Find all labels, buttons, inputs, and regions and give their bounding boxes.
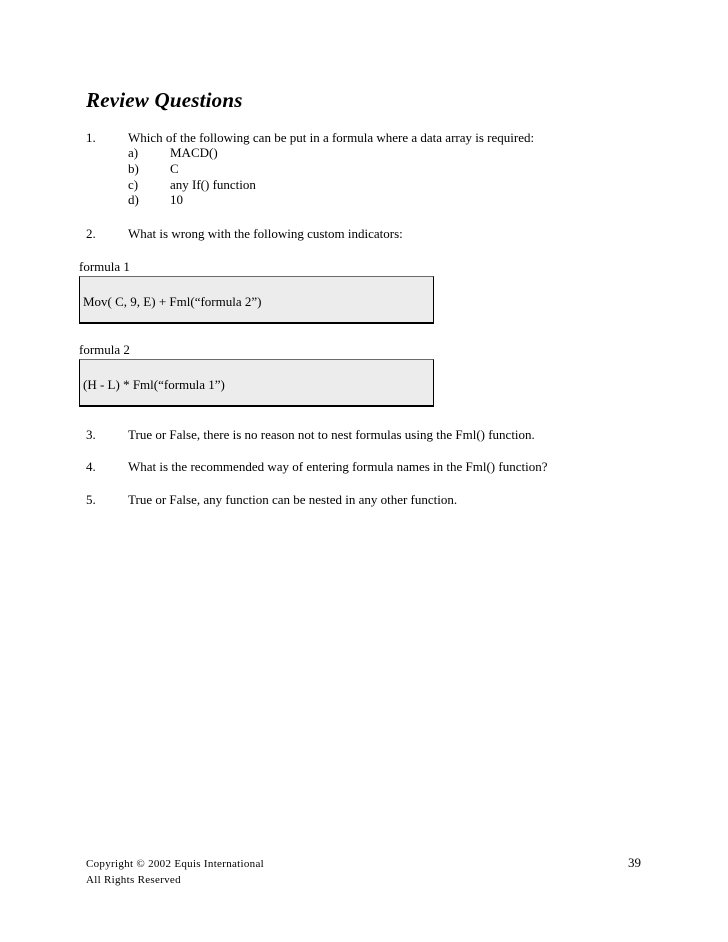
formula-1-box <box>79 276 434 324</box>
formula-2-code: (H - L) * Fml(“formula 1”) <box>83 377 225 392</box>
question-5-text: True or False, any function can be nested in any other function. <box>128 492 458 507</box>
question-1-text: Which of the following can be put in a formula where a data array is required: <box>128 130 535 145</box>
question-4-text: What is the recommended way of entering formula names in the Fml() function? <box>128 459 548 474</box>
footer-copyright: Copyright © 2002 Equis International <box>86 858 265 870</box>
question-3-text: True or False, there is no reason not to nest formulas using the Fml() function. <box>128 427 535 442</box>
formula-2-label: formula 2 <box>79 342 130 357</box>
formula-1-label: formula 1 <box>79 259 130 274</box>
question-1-option-a-label: a) <box>128 145 139 160</box>
question-2-number: 2. <box>86 226 96 241</box>
footer-rights: All Rights Reserved <box>86 874 181 886</box>
question-1-option-b-text: C <box>170 161 179 176</box>
question-1-number: 1. <box>86 130 96 145</box>
question-1-option-c-label: c) <box>128 177 139 192</box>
question-1-option-d-text: 10 <box>170 192 183 207</box>
formula-1-code: Mov( C, 9, E) + Fml(“formula 2”) <box>83 294 262 309</box>
footer <box>86 856 264 888</box>
formula-2-box <box>79 359 434 407</box>
question-5-number: 5. <box>86 492 96 507</box>
question-1-option-b-label: b) <box>128 161 139 176</box>
page-number: 39 <box>628 855 641 870</box>
question-1-option-a-text: MACD() <box>170 145 218 160</box>
question-2-text: What is wrong with the following custom indicators: <box>128 226 403 241</box>
page-title: Review Questions <box>86 88 243 112</box>
question-3-number: 3. <box>86 427 96 442</box>
question-1-option-d-label: d) <box>128 192 139 207</box>
question-1-option-c-text: any If() function <box>170 177 256 192</box>
question-4-number: 4. <box>86 459 96 474</box>
